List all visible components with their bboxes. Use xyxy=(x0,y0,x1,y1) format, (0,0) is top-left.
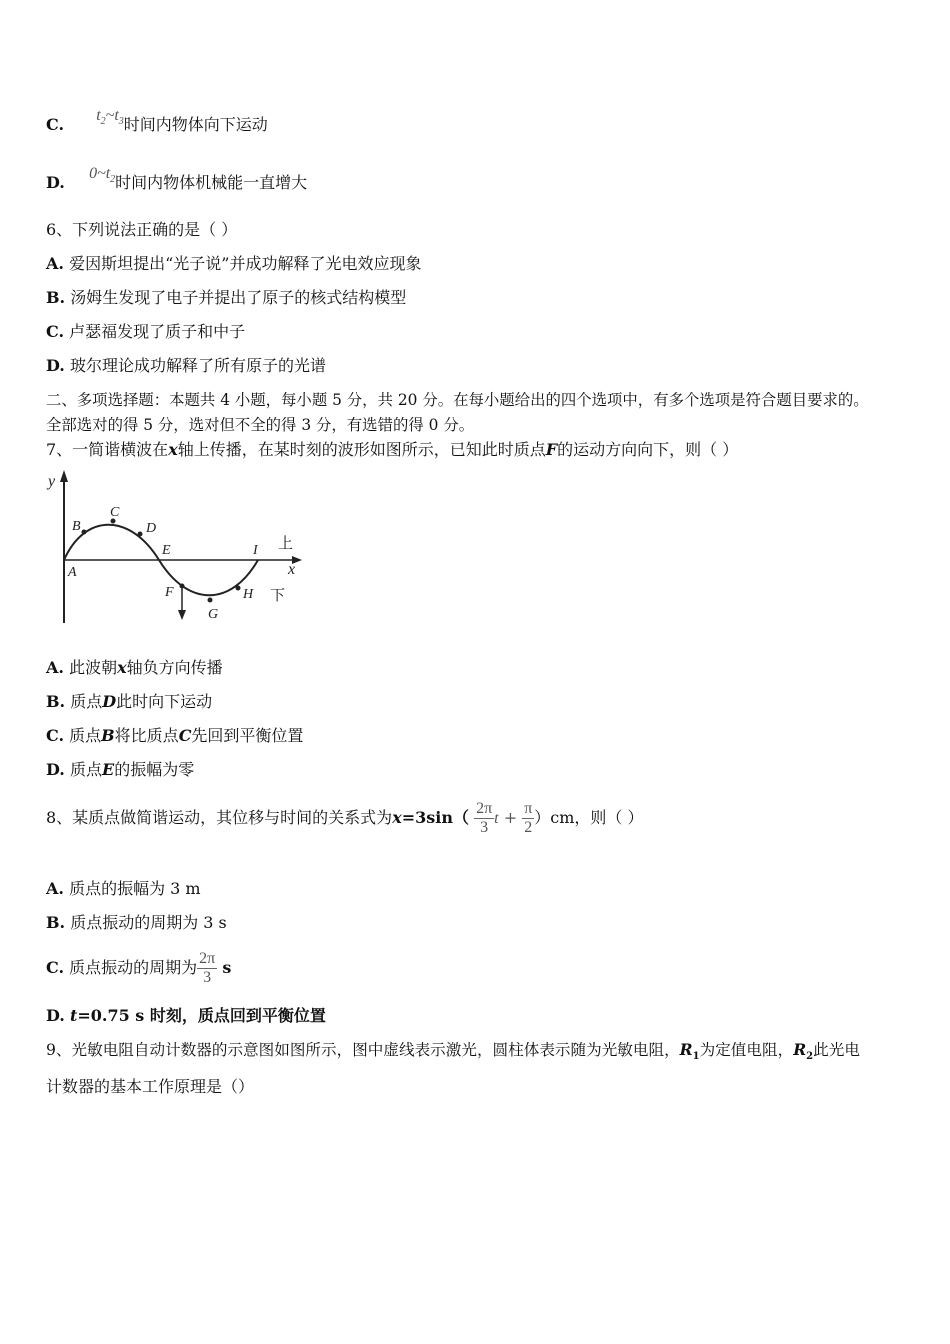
option-text: 质点E的振幅为零 xyxy=(69,760,195,779)
point-label-h: H xyxy=(243,587,254,602)
point-label-b: B xyxy=(72,519,81,534)
q7-option-c[interactable] xyxy=(46,725,303,747)
q7-option-a[interactable] xyxy=(46,657,223,679)
option-text: 汤姆生发现了电子并提出了原子的核式结构模型 xyxy=(70,288,407,307)
option-letter: A. xyxy=(46,879,64,898)
option-letter: D. xyxy=(46,173,65,192)
point-label-d: D xyxy=(146,521,157,536)
q7-option-d[interactable] xyxy=(46,759,194,781)
down-label: 下 xyxy=(270,588,286,604)
option-letter: C. xyxy=(46,322,65,341)
option-letter: D. xyxy=(46,1006,65,1025)
option-letter: C. xyxy=(46,958,65,977)
section-heading-line1: 二、多项选择题：本题共 4 小题，每小题 5 分，共 20 分。在每小题给出的四个选项中，有多个选项是符合题目要求的。 xyxy=(46,391,869,409)
option-text: 时间内物体机械能一直增大 xyxy=(115,173,308,192)
f-arrow-head xyxy=(178,610,186,620)
option-letter: D. xyxy=(46,760,65,779)
q9-stem-line1: 9、光敏电阻自动计数器的示意图如图所示，图中虚线表示激光，圆柱体表示随为光敏电阻，$R_1$为定值电阻，$R_2$此光电 xyxy=(46,1040,860,1062)
q6-option-d[interactable] xyxy=(46,355,326,377)
option-text: 质点的振幅为 3 m xyxy=(69,879,201,898)
point-label-a: A xyxy=(68,565,77,580)
option-letter: C. xyxy=(46,726,65,745)
option-letter: A. xyxy=(46,254,64,273)
option-text: 质点振动的周期为 xyxy=(69,958,198,977)
q8-option-b[interactable] xyxy=(46,912,227,934)
option-text: 此波朝x轴负方向传播 xyxy=(69,658,223,677)
option-letter: B. xyxy=(46,913,66,932)
math-interval: $0\sim t_2$ xyxy=(89,165,116,185)
point-b xyxy=(82,530,87,535)
y-label: y xyxy=(48,473,56,490)
point-g xyxy=(208,598,213,603)
option-letter: B. xyxy=(46,288,66,307)
point-label-f: F xyxy=(165,585,174,600)
option-letter: B. xyxy=(46,692,66,711)
q8-option-d[interactable] xyxy=(46,1005,326,1027)
option-text: 卢瑟福发现了质子和中子 xyxy=(69,322,246,341)
section-heading-line2: 全部选对的得 5 分，选对但不全的得 3 分，有选错的得 0 分。 xyxy=(46,416,475,434)
q7-option-b[interactable] xyxy=(46,691,212,713)
point-f xyxy=(180,584,185,589)
q7-stem: 7、一简谐横波在x轴上传播，在某时刻的波形如图所示，已知此时质点F的运动方向向下，则（ ） xyxy=(46,440,739,459)
point-label-e: E xyxy=(162,543,171,558)
option-text: 质点D此时向下运动 xyxy=(70,692,213,711)
x-label: x xyxy=(288,561,296,578)
option-text: 时间内物体向下运动 xyxy=(123,115,268,134)
q8-option-a[interactable] xyxy=(46,878,201,900)
point-d xyxy=(138,532,143,537)
option-text: 爱因斯坦提出“光子说”并成功解释了光电效应现象 xyxy=(69,254,422,273)
q9-stem-line2: 计数器的基本工作原理是（） xyxy=(46,1077,255,1096)
option-text: t=0.75 s 时刻，质点回到平衡位置 xyxy=(69,1006,326,1025)
q5-option-d[interactable] xyxy=(46,165,308,201)
q6-option-b[interactable] xyxy=(46,287,406,309)
fraction-pi-over-2: $\frac{\pi}{2}$ xyxy=(524,800,533,836)
q6-option-c[interactable] xyxy=(46,321,245,343)
point-label-i: I xyxy=(253,543,258,558)
wave-figure xyxy=(40,468,310,628)
q8-stem: 8、某质点做简谐运动，其位移与时间的关系式为x=3sin（ $\frac{2\pi}{3}$ t + $\frac{\pi}{2}$ ）cm，则（ ） xyxy=(46,800,644,836)
point-label-c: C xyxy=(110,505,120,520)
point-label-g: G xyxy=(208,607,219,622)
q5-option-c[interactable] xyxy=(46,107,268,143)
fraction-2pi-over-3: $\frac{2\pi}{3}$ xyxy=(476,800,493,836)
math-t: $t_2\sim t_3$ xyxy=(96,107,124,127)
q6-option-a[interactable] xyxy=(46,253,421,275)
q6-stem: 6、下列说法正确的是（ ） xyxy=(46,220,238,239)
option-text: 玻尔理论成功解释了所有原子的光谱 xyxy=(69,356,326,375)
option-letter: D. xyxy=(46,356,65,375)
option-text: 质点B将比质点C先回到平衡位置 xyxy=(69,726,304,745)
option-text: 质点振动的周期为 3 s xyxy=(70,913,227,932)
y-axis-arrow xyxy=(60,470,68,482)
up-label: 上 xyxy=(278,536,294,552)
option-letter: A. xyxy=(46,658,64,677)
fraction-2pi-over-3: $\frac{2\pi}{3}$ xyxy=(199,950,216,986)
q8-option-c[interactable]: C. 质点振动的周期为 $\frac{2\pi}{3}$ s xyxy=(46,950,232,986)
option-letter: C. xyxy=(46,115,65,134)
point-h xyxy=(236,586,241,591)
